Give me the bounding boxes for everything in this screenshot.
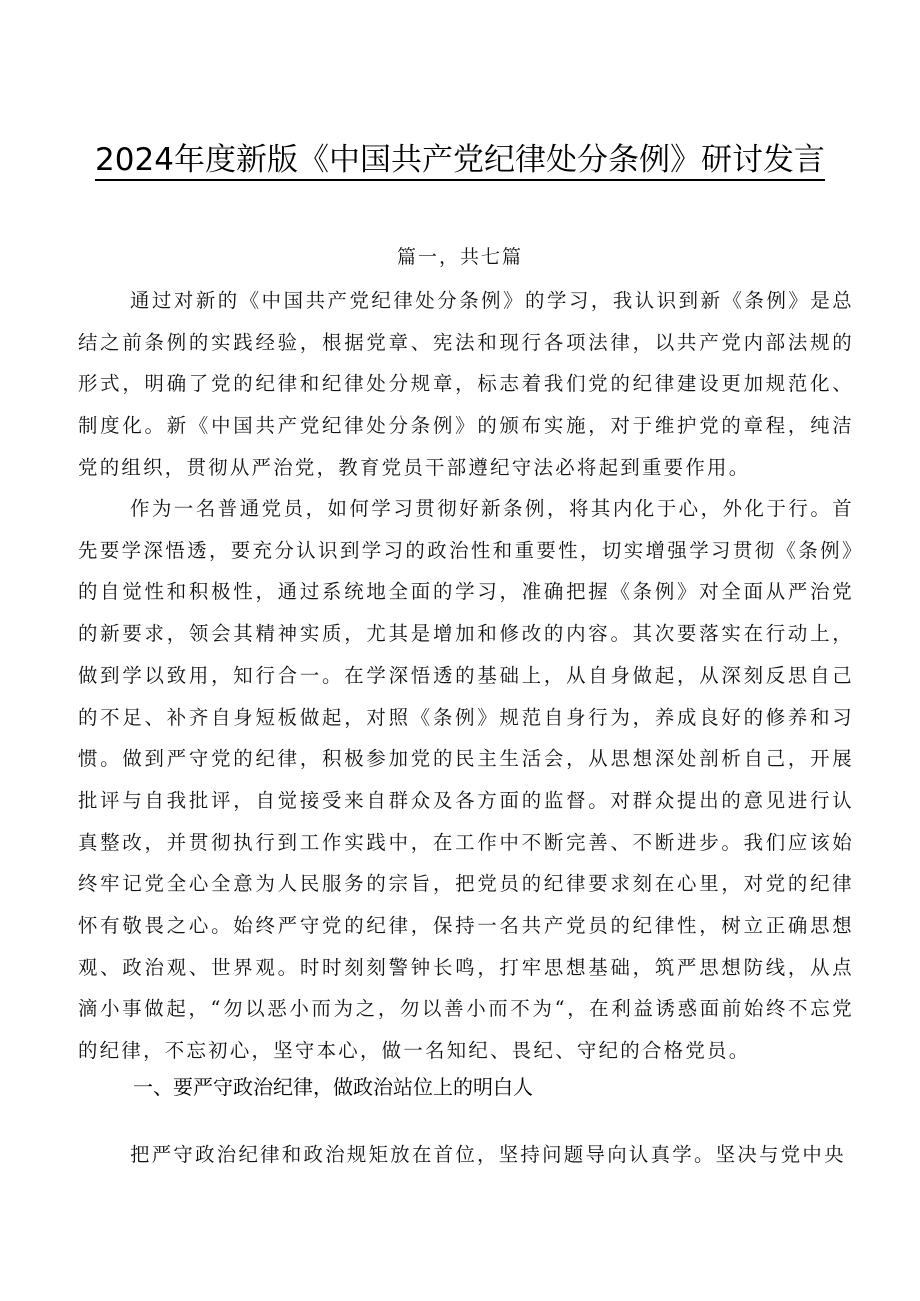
paragraph-1: 通过对新的《中国共产党纪律处分条例》的学习，我认识到新《条例》是总结之前条例的实践经验，根据党章、宪法和现行各项法律，以共产党内部法规的形式，明确了党的纪律和纪律处分规章，标志着我们党的纪律建设更加规范化、制度化。新《中国共产党纪律处分条例》的颁布实施，对于维护党的章程，纯洁党的组织，贯彻从严治党，教育党员干部遵纪守法必将起到重要作用。	[78, 289, 854, 479]
document-title	[0, 140, 920, 180]
section-heading: 一、要严守政治纪律，做政治站位上的明白人	[133, 1075, 533, 1099]
section-label: 篇一，共七篇	[396, 246, 523, 268]
paragraph-2: 作为一名普通党员，如何学习贯彻好新条例，将其内化于心，外化于行。首先要学深悟透，要充分认识到学习的政治性和重要性，切实增强学习贯彻《条例》的自觉性和积极性，通过系统地全面的学习，准确把握《条例》对全面从严治党的新要求，领会其精神实质，尤其是增加和修改的内容。其次要落实在行动上，做到学以致用，知行合一。在学深悟透的基础上，从自身做起，从深刻反思自己的不足、补齐自身短板做起，对照《条例》规范自身行为，养成良好的修养和习惯。做到严守党的纪律，积极参加党的民主生活会，从思想深处剖析自己，开展批评与自我批评，自觉接受来自群众及各方面的监督。对群众提出的意见进行认真整改，并贯彻执行到工作实践中，在工作中不断完善、不断进步。我们应该始终牢记党全心全意为人民服务的宗旨，把党员的纪律要求刻在心里，对党的纪律怀有敬畏之心。始终严守党的纪律，保持一名共产党员的纪律性，树立正确思想观、政治观、世界观。时时刻刻警钟长鸣，打牢思想基础，筑严思想防线，从点滴小事做起，“勿以恶小而为之，勿以善小而不为“，在利益诱惑面前始终不忘党的纪律，不忘初心，坚守本心，做一名知纪、畏纪、守纪的合格党员。	[78, 497, 854, 1063]
document-title-text: 2024年度新版《中国共产党纪律处分条例》研讨发言	[95, 142, 825, 181]
paragraph-3: 把严守政治纪律和政治规矩放在首位，坚持问题导向认真学。坚决与党中央	[130, 1143, 846, 1166]
